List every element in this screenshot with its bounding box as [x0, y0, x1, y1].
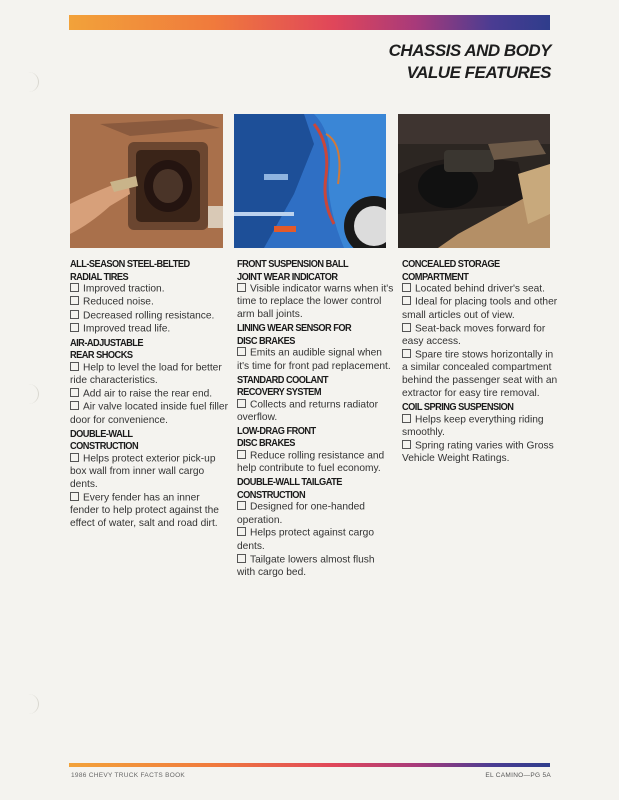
footer-page-number: EL CAMINO—PG 5A — [485, 772, 551, 779]
feature-section — [237, 425, 395, 476]
section-heading-line: DOUBLE-WALL TAILGATE — [237, 476, 342, 489]
section-heading — [70, 258, 228, 283]
feature-section — [70, 337, 228, 428]
bottom-color-bar — [69, 763, 550, 767]
section-heading-line: CONCEALED STORAGE — [402, 258, 500, 270]
section-heading — [237, 476, 395, 501]
page-title — [291, 40, 551, 84]
section-heading — [237, 374, 395, 399]
photo-blue-car-wheel-well — [234, 114, 386, 248]
page-title-line-2: VALUE FEATURES — [406, 63, 551, 82]
section-heading — [70, 428, 228, 453]
feature-item: Emits an audible signal when it's time for front pad replacement. — [237, 347, 395, 373]
section-heading-line: FRONT SUSPENSION BALL — [237, 258, 349, 270]
binder-hole-shadow — [18, 384, 39, 404]
feature-section — [402, 258, 560, 401]
section-heading-line: STANDARD COOLANT — [237, 373, 328, 386]
feature-section — [237, 322, 395, 373]
feature-item: Improved tread life. — [70, 323, 228, 336]
feature-item: Helps protect exterior pick-up box wall from inner wall cargo dents. — [70, 453, 228, 492]
section-heading-line: JOINT WEAR INDICATOR — [237, 270, 338, 283]
feature-item: Designed for one-handed operation. — [237, 501, 395, 527]
feature-item: Decreased rolling resistance. — [70, 310, 228, 323]
section-heading-line: REAR SHOCKS — [70, 349, 133, 362]
feature-section — [237, 476, 395, 580]
feature-item: Collects and returns radiator overflow. — [237, 399, 395, 425]
feature-column-2 — [237, 258, 395, 580]
feature-item: Helps keep everything riding smoothly. — [402, 414, 560, 440]
feature-item: Located behind driver's seat. — [402, 283, 560, 296]
binder-hole-shadow — [18, 72, 39, 92]
feature-section — [402, 401, 560, 466]
section-heading — [237, 425, 395, 450]
feature-item: Spring rating varies with Gross Vehicle Weight Ratings. — [402, 440, 560, 466]
feature-item: Improved traction. — [70, 283, 228, 296]
feature-item: Visible indicator warns when it's time to replace the lower control arm ball joints. — [237, 283, 394, 321]
section-heading — [402, 258, 560, 283]
section-heading-line: LOW-DRAG FRONT — [237, 424, 316, 437]
section-heading-line: COIL SPRING SUSPENSION — [402, 401, 514, 414]
section-heading-line: DISC BRAKES — [237, 334, 295, 347]
section-heading-line: COMPARTMENT — [402, 270, 469, 283]
section-heading — [237, 322, 395, 347]
section-heading-line: DISC BRAKES — [237, 437, 295, 450]
feature-section — [70, 428, 228, 531]
feature-item: Air valve located inside fuel filler door for convenience. — [70, 401, 228, 426]
section-heading-line: RADIAL TIRES — [70, 270, 129, 283]
section-heading-line: CONSTRUCTION — [237, 488, 306, 501]
feature-item: Reduced noise. — [70, 296, 228, 309]
binder-hole-shadow — [18, 694, 39, 714]
section-heading-line: DOUBLE-WALL — [70, 427, 133, 440]
photo-storage-compartment — [398, 114, 550, 248]
feature-item: Help to level the load for better ride characteristics. — [70, 362, 228, 388]
feature-item: Spare tire stows horizontally in a similar concealed compartment behind the passenger seat with an extractor for easy tire removal. — [402, 349, 560, 401]
photo-fuel-filler-door — [70, 114, 223, 248]
feature-item: Helps protect against cargo dents. — [237, 527, 395, 553]
feature-item: Tailgate lowers almost flush with cargo bed. — [237, 554, 395, 580]
section-heading — [70, 337, 228, 362]
feature-item: Every fender has an inner fender to help protect against the effect of water, salt and road dirt. — [70, 492, 228, 531]
feature-item: Ideal for placing tools and other small articles out of view. — [402, 296, 560, 322]
feature-column-1 — [70, 258, 228, 531]
top-color-bar — [69, 15, 550, 30]
feature-section — [70, 258, 228, 337]
section-heading-line: CONSTRUCTION — [70, 440, 139, 453]
page-title-line-1: CHASSIS AND BODY — [388, 41, 551, 60]
feature-item: Reduce rolling resistance and help contribute to fuel economy. — [237, 450, 395, 476]
section-heading-line: AIR-ADJUSTABLE — [70, 336, 144, 349]
feature-section — [237, 258, 395, 322]
feature-column-3 — [402, 258, 560, 466]
section-heading-line: RECOVERY SYSTEM — [237, 386, 321, 399]
section-heading-line: ALL-SEASON STEEL-BELTED — [70, 258, 190, 270]
footer-book-title: 1986 CHEVY TRUCK FACTS BOOK — [71, 772, 186, 779]
feature-section — [237, 374, 395, 425]
section-heading — [402, 401, 560, 414]
feature-item: Seat-back moves forward for easy access. — [402, 323, 560, 349]
section-heading-line: LINING WEAR SENSOR FOR — [237, 322, 352, 335]
feature-item: Add air to raise the rear end. — [70, 388, 228, 401]
section-heading — [237, 258, 395, 283]
